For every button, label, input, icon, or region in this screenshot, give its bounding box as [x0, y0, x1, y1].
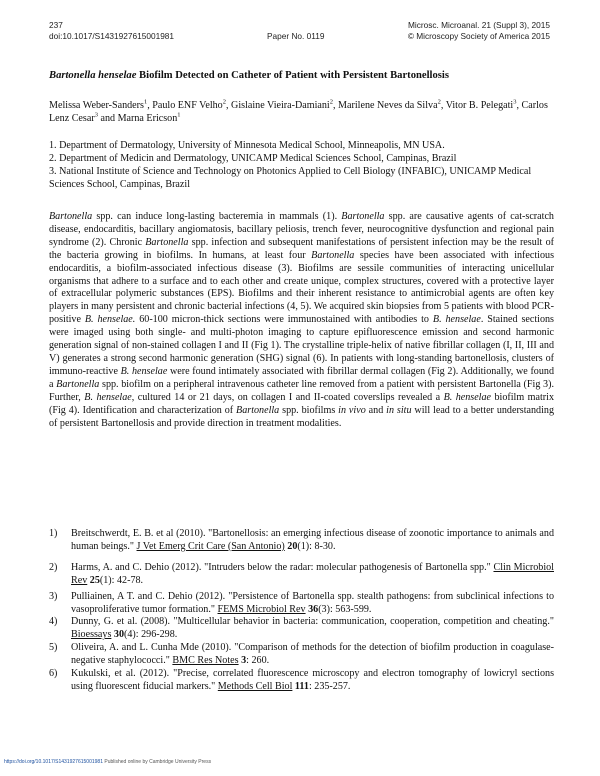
- reference-volume: 3: [241, 655, 247, 667]
- affiliation: 1. Department of Dermatology, University of Minnesota Medical School, Minneapolis, MN USA.: [49, 140, 445, 151]
- affiliations: [49, 140, 554, 192]
- abstract-italic: Bartonella: [49, 211, 93, 222]
- copyright: © Microscopy Society of America 2015: [407, 31, 550, 41]
- reference-volume: 25: [89, 574, 100, 586]
- abstract-italic: Bartonella: [145, 236, 189, 248]
- author-affiliation-mark: 2: [222, 98, 226, 106]
- author-separator: ,: [333, 100, 339, 111]
- abstract-italic: Bartonella: [236, 404, 280, 416]
- reference-text: [71, 591, 554, 617]
- author-separator: ,: [440, 100, 446, 111]
- abstract-italic: in situ: [386, 404, 412, 416]
- author-separator: ,: [225, 100, 232, 111]
- reference-citation: Breitschwerdt, E. B. et al (2010). "Bartonellosis: an emerging infectious disease of zoonotic importance to animals and human beings.": [71, 528, 554, 552]
- abstract-italic: B. henselae: [84, 391, 132, 403]
- title-rest: Biofilm Detected on Catheter of Patient with Persistent Bartonellosis: [136, 70, 449, 81]
- abstract-text: 60-100 micron-thick sections were immunostained with antibodies to: [135, 314, 433, 326]
- abstract-italic: Bartonella: [341, 211, 385, 222]
- author-affiliation-mark: 1: [143, 98, 148, 106]
- affiliation: 2. Department of Medicin and Dermatology, UNICAMP Medical Sciences School, Campinas, Brazil: [49, 152, 457, 164]
- author-name: Marilene Neves da Silva: [338, 100, 438, 111]
- abstract-text: and: [365, 404, 387, 416]
- reference-journal-link[interactable]: Methods Cell Biol: [217, 680, 293, 692]
- abstract-text: . Stained sections were imaged using both single- and multi-photon imaging to capture epifluorescence emission and second harmonic generation signal of non-stained collagen I and II (Fig 1). The crystalline triple-helix of native fibrillar collagen (I, II, III and V) generates a strong second harmonic generation (SHG) signal (6). In patients with long-standing bartonellosis, clusters of immuno-reactive: [49, 314, 554, 377]
- paper-number: Paper No. 0119: [267, 31, 325, 41]
- author-separator: and: [97, 113, 118, 125]
- reference-pages: (1): 42-78.: [99, 574, 144, 586]
- journal-citation: Microsc. Microanal. 21 (Suppl 3), 2015: [407, 20, 550, 30]
- reference-text: [71, 642, 554, 668]
- page-footer: [4, 759, 211, 765]
- author-name: Gislaine Vieira-Damiani: [231, 100, 330, 111]
- reference-journal-link[interactable]: Bioessays: [71, 629, 112, 641]
- reference-number: 3): [49, 590, 58, 602]
- reference-item: [49, 528, 554, 554]
- author-affiliation-mark: 2: [437, 98, 441, 106]
- reference-item: [49, 668, 554, 694]
- reference-journal-link[interactable]: J Vet Emerg Crit Care (San Antonio): [136, 540, 285, 552]
- abstract-text: spp. biofilm on a peripheral intravenous catheter line removed from a patient with persistent Bartonella (Fig 3). Further,: [49, 378, 554, 403]
- abstract-text: spp. biofilms: [279, 404, 339, 416]
- abstract-text: , cultured 14 or 21 days, on collagen I and II-coated coverslips revealed a: [131, 391, 444, 403]
- reference-pages: (4): 296-298.: [124, 629, 178, 641]
- abstract-text: will lead to a better understanding of persistent Bartonellosis and provide direction in treatment modalities.: [49, 404, 555, 429]
- reference-list: [49, 528, 554, 694]
- reference-volume: 20: [287, 540, 298, 552]
- reference-text: [71, 668, 554, 694]
- author-name: Marna Ericson: [117, 113, 178, 125]
- paper-title: [49, 70, 569, 81]
- reference-item: [49, 591, 554, 617]
- author-separator: ,: [516, 100, 522, 111]
- author-name: Carlos Lenz Cesar: [49, 100, 548, 125]
- abstract-italic: Bartonella: [56, 378, 100, 390]
- author-affiliation-mark: 3: [513, 98, 517, 106]
- abstract-italic: B. henselae: [120, 365, 168, 377]
- reference-journal-link[interactable]: FEMS Microbiol Rev: [217, 603, 306, 615]
- abstract-italic: B. henselae.: [84, 314, 136, 326]
- author-affiliation-mark: 1: [177, 111, 181, 119]
- reference-volume: 30: [113, 629, 124, 641]
- author-name: Vitor B. Pelegati: [445, 100, 514, 111]
- reference-pages: : 260.: [246, 655, 270, 667]
- reference-pages: (3): 563-599.: [318, 603, 372, 615]
- reference-number: 5): [49, 642, 58, 654]
- reference-citation: Dunny, G. et al. (2008). "Multicellular behavior in bacteria: communication, cooperation, competition and cheating.": [71, 616, 554, 628]
- title-species: Bartonella henselae: [49, 70, 137, 81]
- reference-journal-link[interactable]: BMC Res Notes: [172, 655, 239, 667]
- reference-item: [49, 562, 554, 588]
- reference-pages: : 235-257.: [308, 680, 351, 692]
- abstract-italic: in vivo: [338, 404, 366, 416]
- reference-number: 4): [49, 616, 58, 628]
- reference-journal-link[interactable]: Clin Microbiol Rev: [71, 561, 554, 586]
- doi-link[interactable]: https://doi.org/10.1017/S1431927615001981: [4, 759, 103, 765]
- reference-text: [71, 616, 554, 642]
- author-affiliation-mark: 2: [329, 98, 333, 106]
- reference-volume: 36: [308, 603, 319, 615]
- reference-number: 1): [49, 528, 58, 539]
- reference-citation: Oliveira, A. and L. Cunha Mde (2010). "Comparison of methods for the detection of biofilm production in coagulase-negative staphylococci.": [71, 642, 554, 667]
- doi: doi:10.1017/S1431927615001981: [49, 31, 175, 41]
- reference-item: [49, 616, 554, 642]
- abstract-text: species have been associated with infectious endocarditis, a biofilm-associated infectious disease (3). Biofilms are sessile communities of interacting unicellular organisms that adhere to a surface and to each other and create unique, complex structures, covered with a protective layer of extracellular polymeric substances (EPS). Biofilms and their inherent resistance to antimicrobial agents are often key players in many persistent and chronic bacterial infections (4, 5). We acquired skin biopsies from 5 patients with blood PCR-positive: [49, 249, 554, 326]
- affiliation: 3. National Institute of Science and Technology on Photonics Applied to Cell Biology (INFABIC), UNICAMP Medical Sciences School, Campinas, Brazil: [49, 165, 532, 190]
- abstract-text: were found intimately associated with fibrillar dermal collagen (Fig 2). Additionally, we found a: [49, 365, 554, 390]
- abstract-italic: B. henselae: [432, 314, 481, 326]
- reference-text: [71, 562, 554, 588]
- reference-text: [71, 528, 554, 554]
- abstract-italic: Bartonella: [311, 249, 355, 261]
- reference-number: 2): [49, 561, 58, 573]
- reference-citation: Kukulski, et al. (2012). "Precise, correlated fluorescence microscopy and electron tomography of lowicryl sections using fluorescent fiducial markers.": [71, 668, 554, 692]
- footer-publisher-text: Published online by Cambridge University Press: [102, 759, 212, 765]
- author-name: Paulo ENF Velho: [152, 100, 223, 111]
- author-name: Melissa Weber-Sanders: [49, 100, 144, 111]
- abstract-text: spp. can induce long-lasting bacteremia in mammals (1).: [92, 211, 342, 222]
- author-list: [49, 99, 554, 125]
- reference-citation: Pulliainen, A T. and C. Dehio (2012). "Persistence of Bartonella spp. stealth pathogens: from subclinical infections to vasoproliferative tumor formation.": [71, 590, 554, 615]
- reference-pages: (1): 8-30.: [297, 540, 336, 552]
- abstract-body: [49, 211, 554, 430]
- author-affiliation-mark: 3: [94, 111, 98, 119]
- reference-citation: Harms, A. and C. Dehio (2012). "Intruders below the radar: molecular pathogenesis of Bartonella spp.": [71, 561, 494, 573]
- abstract-italic: B. henselae: [443, 391, 492, 403]
- abstract-text: spp. infection and subsequent manifestations of persistent infection may be the result of the bacteria growing in biofilms. In humans, at least four: [49, 236, 554, 261]
- reference-item: [49, 642, 554, 668]
- abstract-text: biofilm matrix (Fig 4). Identification and characterization of: [49, 391, 555, 416]
- author-separator: ,: [147, 100, 153, 111]
- abstract-text: spp. are causative agents of cat-scratch disease, endocarditis, bacillary angiomatosis, bacillary peliosis, trench fever, neurocognitive dysfunction and regional pain syndrome (2). Chronic: [49, 211, 554, 248]
- page-number: 237: [49, 20, 63, 30]
- reference-volume: 111: [294, 680, 309, 692]
- reference-number: 6): [49, 668, 58, 680]
